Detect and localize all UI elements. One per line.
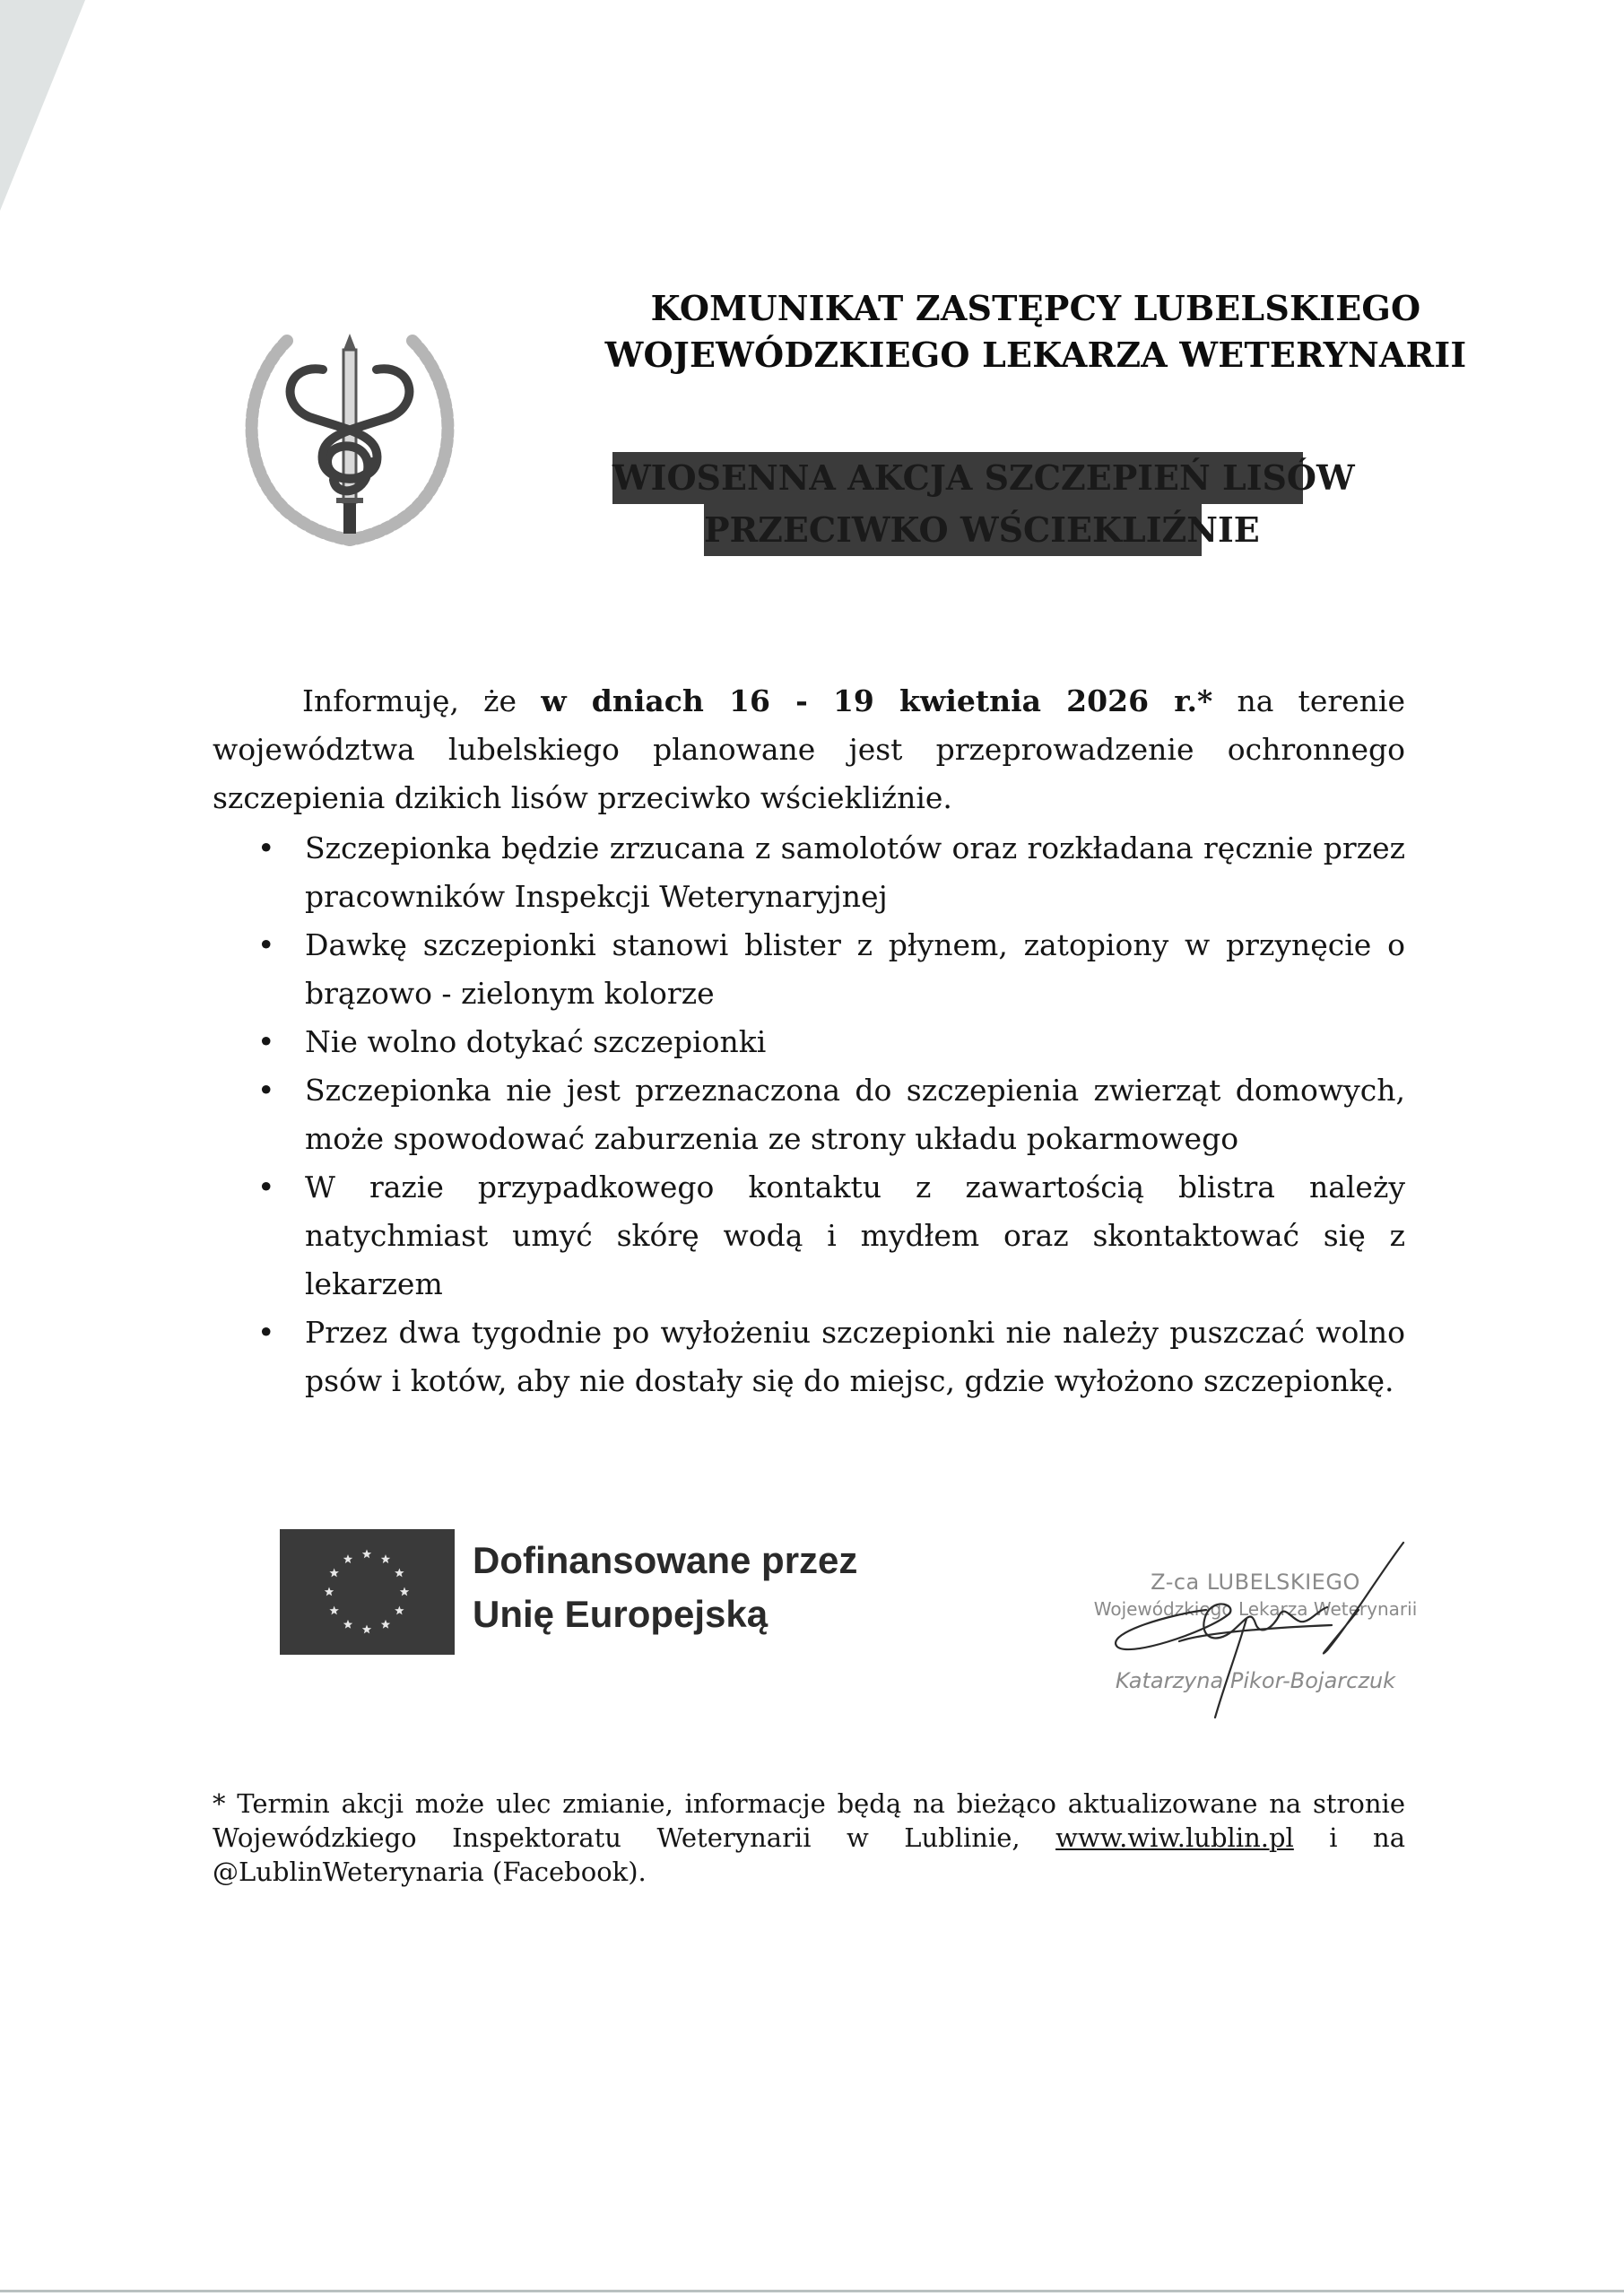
footnote xyxy=(213,1787,1405,1889)
bullet-icon: • xyxy=(257,1024,275,1059)
list-item-text: Przez dwa tygodnie po wyłożeniu szczepionki nie należy puszczać wolno psów i kotów, aby nie dostały się do miejsc, gdzie wyłożono szczepionkę. xyxy=(305,1315,1405,1398)
list-item xyxy=(213,824,1405,921)
list-item-text: Szczepionka będzie zrzucana z samolotów oraz rozkładana ręcznie przez pracowników Inspekcji Weterynaryjnej xyxy=(305,831,1405,914)
stamp-line-1: Z-ca LUBELSKIEGO xyxy=(1151,1570,1360,1595)
scan-bottom-edge xyxy=(0,2290,1624,2292)
eu-flag-icon xyxy=(280,1529,455,1655)
eu-line-2: Unię Europejską xyxy=(473,1593,769,1635)
announcement-body xyxy=(213,677,1405,1405)
eu-funding-label xyxy=(473,1534,857,1641)
list-item xyxy=(213,1163,1405,1309)
scan-corner-shadow xyxy=(0,0,85,211)
redacted-banner-line-1: WIOSENNA AKCJA SZCZEPIEŃ LISÓW xyxy=(612,452,1303,504)
instructions-list xyxy=(213,824,1405,1405)
signature-stamp xyxy=(1072,1525,1439,1722)
list-item-text: Dawkę szczepionki stanowi blister z płynem, zatopiony w przynęcie o brązowo - zielonym kolorze xyxy=(305,927,1405,1011)
intro-date-bold: w dniach 16 - 19 kwietnia 2026 r.* xyxy=(541,683,1213,718)
list-item xyxy=(213,1309,1405,1405)
bullet-icon: • xyxy=(257,831,275,865)
eu-line-1: Dofinansowane przez xyxy=(473,1539,858,1581)
bullet-icon: • xyxy=(257,927,275,962)
title-line-2: WOJEWÓDZKIEGO LEKARZA WETERYNARII xyxy=(604,335,1467,375)
list-item-text: W razie przypadkowego kontaktu z zawartością blistra należy natychmiast umyć skórę wodą i mydłem oraz skontaktować się z lekarzem xyxy=(305,1170,1405,1301)
list-item xyxy=(213,1018,1405,1066)
intro-text-cont: na terenie województwa lubelskiego planowane jest przeprowadzenie ochronnego szczepienia dzikich lisów przeciwko wściekliźnie. xyxy=(213,683,1405,815)
list-item xyxy=(213,921,1405,1018)
stamp-line-2: Wojewódzkiego Lekarza Weterynarii xyxy=(1093,1598,1418,1620)
redacted-banner-line-2: PRZECIWKO WŚCIEKLIŹNIE xyxy=(704,504,1202,556)
intro-text: Informuję, że xyxy=(302,683,542,718)
list-item xyxy=(213,1066,1405,1163)
handwritten-signature-icon xyxy=(1072,1525,1439,1722)
page-title xyxy=(502,285,1569,378)
bullet-icon: • xyxy=(257,1073,275,1108)
footnote-text: * Termin akcji może ulec zmianie, informacje będą na bieżąco aktualizowane na stronie Wojewódzkiego Inspektoratu Weterynarii w Lublinie, xyxy=(213,1788,1405,1853)
caduceus-wreath-emblem-icon xyxy=(224,314,475,547)
intro-paragraph xyxy=(213,677,1405,822)
footnote-text-cont: i na @LublinWeterynaria (Facebook). xyxy=(213,1822,1405,1887)
bullet-icon: • xyxy=(257,1315,275,1350)
title-line-1: KOMUNIKAT ZASTĘPCY LUBELSKIEGO xyxy=(650,288,1421,328)
wiw-link[interactable]: www.wiw.lublin.pl xyxy=(1055,1822,1294,1853)
list-item-text: Nie wolno dotykać szczepionki xyxy=(305,1024,767,1059)
list-item-text: Szczepionka nie jest przeznaczona do szczepienia zwierząt domowych, może spowodować zaburzenia ze strony układu pokarmowego xyxy=(305,1073,1405,1156)
signatory-name: Katarzyna Pikor-Bojarczuk xyxy=(1115,1668,1396,1693)
bullet-icon: • xyxy=(257,1170,275,1205)
